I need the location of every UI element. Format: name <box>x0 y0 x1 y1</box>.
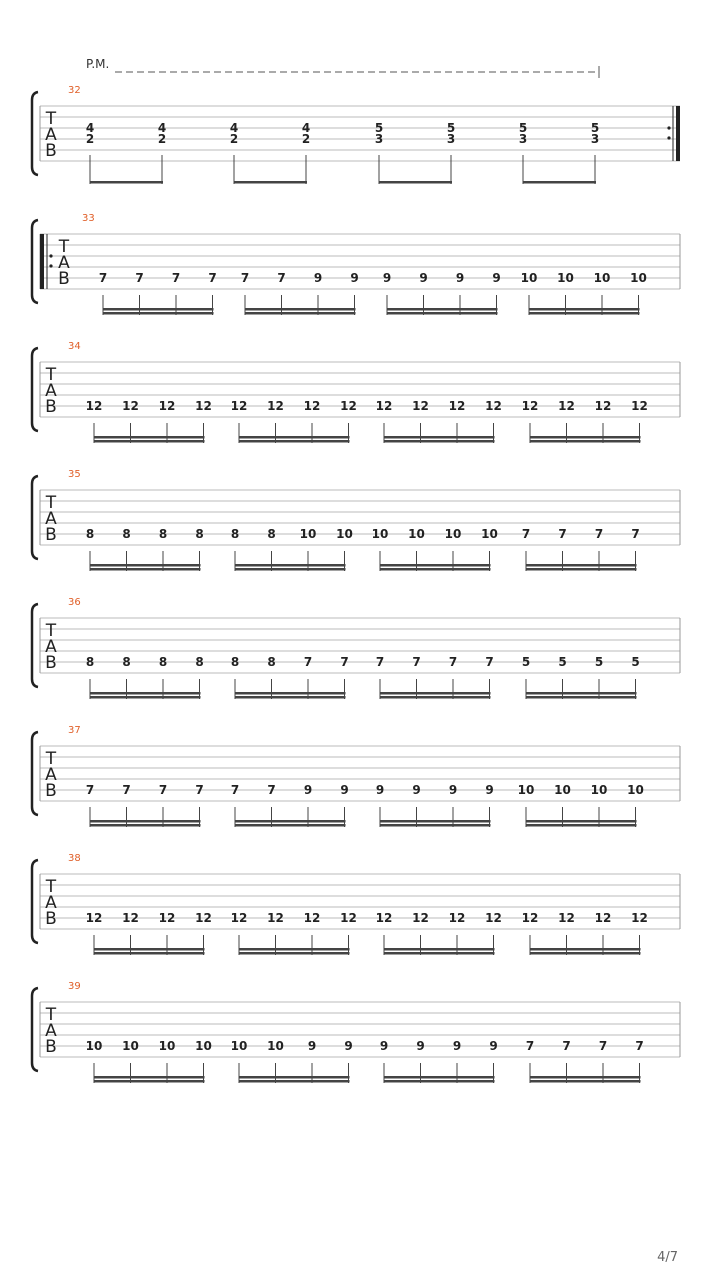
fret-number: 8 <box>158 527 168 541</box>
fret-number: 7 <box>230 783 240 797</box>
fret-number: 9 <box>485 783 494 797</box>
fret-number: 7 <box>635 1039 644 1053</box>
fret-number: 12 <box>195 399 212 413</box>
beam <box>245 312 356 315</box>
fret-number: 2 <box>301 132 311 146</box>
fret-number: 12 <box>448 399 466 413</box>
fret-number: 4 <box>85 121 95 135</box>
fret-number: 7 <box>525 1039 535 1053</box>
measure-number: 32 <box>68 85 81 96</box>
tab-clef-letter: T <box>45 877 57 897</box>
measure-number: 38 <box>68 853 81 864</box>
tab-clef-letter: A <box>45 509 57 529</box>
beam <box>90 696 201 699</box>
fret-number: 9 <box>489 1039 498 1053</box>
beam <box>530 436 641 439</box>
fret-number: 7 <box>277 271 286 285</box>
fret-number: 9 <box>412 783 421 797</box>
fret-number: 12 <box>158 399 176 413</box>
fret-number: 10 <box>158 1039 176 1053</box>
beam <box>379 181 452 184</box>
tab-system <box>32 85 680 184</box>
fret-number: 12 <box>85 399 103 413</box>
tab-clef-letter: T <box>45 749 57 769</box>
beam <box>380 568 491 571</box>
fret-number: 12 <box>195 911 212 925</box>
fret-number: 12 <box>375 911 393 925</box>
fret-number: 10 <box>230 1039 248 1053</box>
beam <box>384 436 495 439</box>
fret-number: 10 <box>590 783 608 797</box>
beam <box>90 181 163 184</box>
beam <box>235 692 346 695</box>
beam <box>387 312 498 315</box>
fret-number: 10 <box>517 783 535 797</box>
beam <box>245 308 356 311</box>
beam <box>235 564 346 567</box>
fret-number: 12 <box>122 911 139 925</box>
tab-clef-letter: T <box>45 493 57 513</box>
tab-clef-letter: A <box>45 765 57 785</box>
fret-number: 10 <box>557 271 574 285</box>
fret-number: 8 <box>267 527 276 541</box>
fret-number: 5 <box>590 121 600 135</box>
beam <box>380 824 491 827</box>
fret-number: 12 <box>375 399 393 413</box>
fret-number: 12 <box>85 911 103 925</box>
fret-number: 5 <box>518 121 528 135</box>
fret-number: 8 <box>230 527 240 541</box>
fret-number: 9 <box>303 783 313 797</box>
beam <box>523 181 596 184</box>
beam <box>90 824 201 827</box>
fret-number: 5 <box>374 121 384 135</box>
beam <box>380 696 491 699</box>
fret-number: 12 <box>158 911 176 925</box>
system-brace <box>32 860 38 943</box>
tab-clef-letter: B <box>45 909 57 929</box>
beam <box>380 692 491 695</box>
fret-number: 9 <box>492 271 501 285</box>
beam <box>103 312 214 315</box>
beam <box>94 436 205 439</box>
fret-number: 10 <box>299 527 317 541</box>
tab-clef-letter: A <box>58 253 70 273</box>
fret-number: 12 <box>412 399 429 413</box>
fret-number: 7 <box>340 655 349 669</box>
beam <box>94 1080 205 1083</box>
fret-number: 3 <box>590 132 600 146</box>
repeat-dot <box>667 136 670 139</box>
tab-clef-letter: B <box>45 1037 57 1057</box>
system-brace <box>32 604 38 687</box>
fret-number: 2 <box>157 132 167 146</box>
fret-number: 12 <box>230 399 248 413</box>
fret-number: 3 <box>374 132 384 146</box>
fret-number: 8 <box>122 655 131 669</box>
fret-number: 7 <box>448 655 458 669</box>
fret-number: 10 <box>371 527 389 541</box>
fret-number: 10 <box>593 271 611 285</box>
fret-number: 5 <box>521 655 531 669</box>
fret-number: 8 <box>230 655 240 669</box>
fret-number: 9 <box>313 271 323 285</box>
fret-number: 12 <box>485 399 502 413</box>
beam <box>384 440 495 443</box>
tab-clef-letter: A <box>45 381 57 401</box>
beam <box>526 692 637 695</box>
measure-number: 33 <box>82 213 95 224</box>
fret-number: 12 <box>340 399 357 413</box>
fret-number: 10 <box>481 527 498 541</box>
fret-number: 7 <box>598 1039 608 1053</box>
fret-number: 8 <box>195 655 204 669</box>
measure-number: 39 <box>68 981 81 992</box>
fret-number: 2 <box>229 132 239 146</box>
measure-number: 35 <box>68 469 81 480</box>
fret-number: 2 <box>85 132 95 146</box>
tab-clef-letter: B <box>45 141 57 161</box>
beam <box>94 440 205 443</box>
fret-number: 12 <box>303 911 321 925</box>
fret-number: 9 <box>416 1039 425 1053</box>
repeat-dot <box>667 126 670 129</box>
fret-number: 10 <box>630 271 647 285</box>
beam <box>529 312 640 315</box>
tab-clef-letter: A <box>45 893 57 913</box>
beam <box>235 568 346 571</box>
fret-number: 7 <box>195 783 204 797</box>
tab-system <box>32 725 680 827</box>
beam <box>94 1076 205 1079</box>
beam <box>239 1076 350 1079</box>
beam <box>235 696 346 699</box>
beam <box>103 308 214 311</box>
fret-number: 5 <box>631 655 640 669</box>
fret-number: 4 <box>157 121 167 135</box>
fret-number: 7 <box>85 783 95 797</box>
tab-clef-letter: A <box>45 1021 57 1041</box>
fret-number: 9 <box>448 783 458 797</box>
beam <box>526 824 637 827</box>
tab-system <box>32 853 680 955</box>
fret-number: 9 <box>350 271 359 285</box>
beam <box>235 820 346 823</box>
fret-number: 9 <box>375 783 385 797</box>
beam <box>239 1080 350 1083</box>
fret-number: 7 <box>208 271 217 285</box>
tab-clef-letter: T <box>45 621 57 641</box>
tab-clef-letter: B <box>45 781 57 801</box>
fret-number: 9 <box>340 783 349 797</box>
tab-clef-letter: T <box>45 109 57 129</box>
beam <box>387 308 498 311</box>
fret-number: 7 <box>171 271 181 285</box>
fret-number: 7 <box>98 271 108 285</box>
fret-number: 9 <box>379 1039 389 1053</box>
fret-number: 10 <box>554 783 571 797</box>
fret-number: 7 <box>303 655 313 669</box>
fret-number: 7 <box>485 655 494 669</box>
fret-number: 7 <box>521 527 531 541</box>
beam <box>526 820 637 823</box>
fret-number: 12 <box>122 399 139 413</box>
beam <box>529 308 640 311</box>
fret-number: 9 <box>344 1039 353 1053</box>
fret-number: 12 <box>448 911 466 925</box>
fret-number: 10 <box>195 1039 212 1053</box>
fret-number: 10 <box>444 527 462 541</box>
fret-number: 7 <box>122 783 131 797</box>
fret-number: 10 <box>336 527 353 541</box>
beam <box>530 948 641 951</box>
fret-number: 8 <box>267 655 276 669</box>
fret-number: 12 <box>631 911 648 925</box>
fret-number: 4 <box>229 121 239 135</box>
fret-number: 12 <box>230 911 248 925</box>
tab-system <box>32 341 680 443</box>
fret-number: 12 <box>521 911 539 925</box>
tab-system <box>32 213 680 315</box>
system-brace <box>32 92 38 175</box>
tab-system <box>32 597 680 699</box>
fret-number: 12 <box>267 399 284 413</box>
tab-clef-letter: A <box>45 637 57 657</box>
beam <box>239 440 350 443</box>
tab-clef-letter: B <box>45 525 57 545</box>
fret-number: 8 <box>122 527 131 541</box>
system-brace <box>32 220 38 303</box>
fret-number: 5 <box>558 655 567 669</box>
repeat-start-thick-bar <box>40 234 44 289</box>
fret-number: 9 <box>419 271 428 285</box>
repeat-dot <box>49 264 52 267</box>
beam <box>530 440 641 443</box>
fret-number: 9 <box>307 1039 317 1053</box>
fret-number: 12 <box>485 911 502 925</box>
fret-number: 10 <box>267 1039 284 1053</box>
fret-number: 12 <box>267 911 284 925</box>
tab-clef-letter: T <box>45 365 57 385</box>
beam <box>526 564 637 567</box>
fret-number: 9 <box>455 271 465 285</box>
fret-number: 8 <box>85 655 95 669</box>
fret-number: 10 <box>520 271 538 285</box>
tab-clef-letter: B <box>45 653 57 673</box>
beam <box>384 948 495 951</box>
system-brace <box>32 988 38 1071</box>
fret-number: 7 <box>558 527 567 541</box>
measure-number: 34 <box>68 341 81 352</box>
fret-number: 7 <box>135 271 144 285</box>
fret-number: 7 <box>562 1039 571 1053</box>
fret-number: 12 <box>340 911 357 925</box>
system-brace <box>32 348 38 431</box>
fret-number: 5 <box>446 121 456 135</box>
beam <box>530 1080 641 1083</box>
beam <box>90 692 201 695</box>
measure-number: 37 <box>68 725 81 736</box>
beam <box>94 948 205 951</box>
fret-number: 8 <box>195 527 204 541</box>
repeat-dot <box>49 254 52 257</box>
fret-number: 4 <box>301 121 311 135</box>
fret-number: 9 <box>382 271 392 285</box>
beam <box>239 436 350 439</box>
fret-number: 8 <box>158 655 168 669</box>
beam <box>234 181 307 184</box>
tab-clef-letter: A <box>45 125 57 145</box>
fret-number: 7 <box>267 783 276 797</box>
palm-mute-label: P.M. <box>86 57 110 71</box>
beam <box>380 564 491 567</box>
fret-number: 5 <box>594 655 604 669</box>
beam <box>239 952 350 955</box>
beam <box>90 568 201 571</box>
fret-number: 12 <box>558 399 575 413</box>
fret-number: 7 <box>594 527 604 541</box>
fret-number: 9 <box>452 1039 462 1053</box>
beam <box>530 1076 641 1079</box>
fret-number: 7 <box>158 783 168 797</box>
fret-number: 12 <box>521 399 539 413</box>
beam <box>90 820 201 823</box>
fret-number: 8 <box>85 527 95 541</box>
beam <box>235 824 346 827</box>
tab-clef-letter: T <box>45 1005 57 1025</box>
beam <box>90 564 201 567</box>
tab-system <box>32 981 680 1083</box>
beam <box>239 948 350 951</box>
fret-number: 7 <box>412 655 421 669</box>
fret-number: 12 <box>594 399 612 413</box>
tab-clef-letter: T <box>58 237 70 257</box>
tab-clef-letter: B <box>58 269 70 289</box>
tab-clef-letter: B <box>45 397 57 417</box>
fret-number: 7 <box>375 655 385 669</box>
beam <box>384 1080 495 1083</box>
fret-number: 12 <box>558 911 575 925</box>
fret-number: 7 <box>631 527 640 541</box>
fret-number: 7 <box>240 271 250 285</box>
fret-number: 12 <box>303 399 321 413</box>
fret-number: 10 <box>627 783 644 797</box>
beam <box>380 820 491 823</box>
system-brace <box>32 732 38 815</box>
fret-number: 10 <box>85 1039 103 1053</box>
fret-number: 12 <box>631 399 648 413</box>
fret-number: 10 <box>408 527 425 541</box>
page-number: 4/7 <box>657 1250 678 1265</box>
fret-number: 10 <box>122 1039 139 1053</box>
beam <box>384 1076 495 1079</box>
beam <box>526 568 637 571</box>
beam <box>94 952 205 955</box>
measure-number: 36 <box>68 597 81 608</box>
beam <box>384 952 495 955</box>
fret-number: 12 <box>594 911 612 925</box>
fret-number: 12 <box>412 911 429 925</box>
tab-system <box>32 469 680 571</box>
fret-number: 3 <box>518 132 528 146</box>
repeat-end-thick-bar <box>676 106 680 161</box>
beam <box>530 952 641 955</box>
fret-number: 3 <box>446 132 456 146</box>
beam <box>526 696 637 699</box>
system-brace <box>32 476 38 559</box>
